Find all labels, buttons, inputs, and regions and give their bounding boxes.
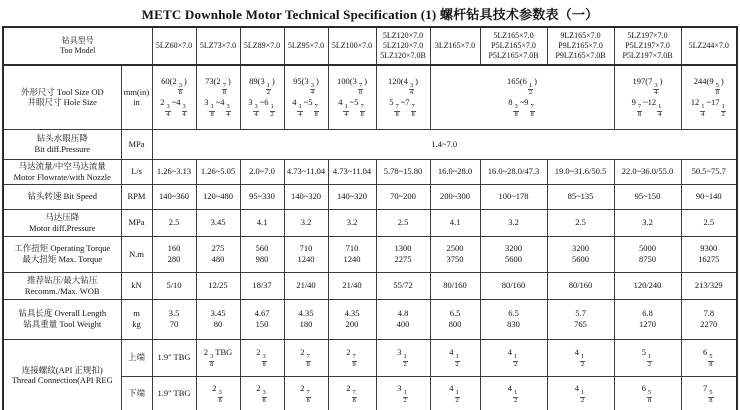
cell-torque-1: 275 480 <box>196 236 240 272</box>
cell-torque-4: 710 1240 <box>328 236 376 272</box>
cell-motor-diff-pressure-3: 3.2 <box>284 209 328 236</box>
cell-thread-upper-4: 2 $\frac{7}{8}$ <box>328 339 376 376</box>
cell-torque-2: 560 980 <box>240 236 284 272</box>
cell-motor-diff-pressure-9: 3.2 <box>614 209 681 236</box>
fraction: $\frac{5}{8}$ <box>709 388 713 404</box>
cell-bit-speed-8: 85~135 <box>547 184 614 209</box>
cell-tool-size-od-1: 73(2 $\frac{7}{8}$ ) 3 $\frac{1}{8}$ ~4 $\frac{3}{4}$ <box>196 65 240 129</box>
cell-thread-upper-8: 4 $\frac{1}{2}$ <box>547 339 614 376</box>
fraction: $\frac{1}{2}$ <box>403 388 407 404</box>
fraction: $\frac{5}{8}$ <box>648 388 652 404</box>
fraction: $\frac{3}{4}$ <box>166 103 170 119</box>
model-header-4: 5LZ100×7.0 <box>328 27 376 65</box>
cell-wob-5: 55/72 <box>376 272 430 299</box>
cell-length-weight-2: 4.67 150 <box>240 299 284 339</box>
cell-torque-7: 3200 5600 <box>480 236 547 272</box>
cell-motor-diff-pressure-0: 2.5 <box>152 209 196 236</box>
cell-bit-speed-0: 140~360 <box>152 184 196 209</box>
fraction: $\frac{1}{2}$ <box>270 103 274 119</box>
row-label-model: 钻具型号 Too Model <box>3 27 152 65</box>
model-header-3: 5LZ95×7.0 <box>284 27 328 65</box>
cell-wob-3: 21/40 <box>284 272 328 299</box>
fraction: $\frac{3}{8}$ <box>262 352 266 368</box>
cell-length-weight-9: 6.8 1270 <box>614 299 681 339</box>
model-header-1: 5LZ73×7.0 <box>196 27 240 65</box>
row-bit-diff-pressure <box>3 129 737 159</box>
cell-thread-upper-0: 1.9" TBG <box>152 339 196 376</box>
cell-bit-speed-3: 140~320 <box>284 184 328 209</box>
cell-thread-upper-10: 6 $\frac{5}{8}$ <box>681 339 737 376</box>
cell-thread-lower-1: 2 $\frac{3}{8}$ <box>196 376 240 410</box>
cell-thread-lower-3: 2 $\frac{7}{8}$ <box>284 376 328 410</box>
cell-thread-lower-7: 4 $\frac{1}{2}$ <box>480 376 547 410</box>
cell-wob-9: 120/240 <box>614 272 681 299</box>
row-wob <box>3 272 737 299</box>
cell-motor-diff-pressure-7: 3.2 <box>480 209 547 236</box>
cell-torque-10: 9300 16275 <box>681 236 737 272</box>
cell-tool-size-od-3: 95(3 $\frac{3}{4}$ ) 4 $\frac{1}{4}$ ~5 $\frac{7}{8}$ <box>284 65 328 129</box>
cell-motor-flowrate-9: 22.0~36.0/55.0 <box>614 159 681 184</box>
fraction: $\frac{1}{2}$ <box>455 352 459 368</box>
fraction: $\frac{3}{4}$ <box>182 103 186 119</box>
cell-wob-10: 213/329 <box>681 272 737 299</box>
fraction: $\frac{1}{2}$ <box>648 352 652 368</box>
cell-length-weight-5: 4.8 400 <box>376 299 430 339</box>
cell-motor-diff-pressure-4: 3.2 <box>328 209 376 236</box>
cell-bit-speed-10: 90~140 <box>681 184 737 209</box>
page-title: METC Downhole Motor Technical Specification (1) 螺杆钻具技术参数表（一） <box>141 7 599 22</box>
fraction: $\frac{7}{8}$ <box>395 103 399 119</box>
row-unit-thread-lower: 下端 <box>121 376 152 410</box>
cell-motor-flowrate-1: 1.26~5.05 <box>196 159 240 184</box>
cell-wob-1: 12/25 <box>196 272 240 299</box>
cell-tool-size-od-6: 165(6 $\frac{1}{2}$ ) 8 $\frac{3}{8}$ ~9 $\frac{7}{8}$ <box>430 65 614 129</box>
cell-thread-lower-0: 1.9" TBG <box>152 376 196 410</box>
cell-motor-flowrate-4: 4.73~11.04 <box>328 159 376 184</box>
model-header-10: 5LZ244×7.0 <box>681 27 737 65</box>
fraction: $\frac{1}{2}$ <box>721 103 725 119</box>
row-label-bit-diff-pressure: 钻头水眼压降 Bit diff.Pressure <box>3 129 121 159</box>
cell-torque-0: 160 280 <box>152 236 196 272</box>
cell-thread-upper-9: 5 $\frac{1}{2}$ <box>614 339 681 376</box>
cell-thread-upper-3: 2 $\frac{7}{8}$ <box>284 339 328 376</box>
fraction: $\frac{3}{4}$ <box>409 81 414 97</box>
row-tool-size-od <box>3 65 737 129</box>
row-unit-length-weight: m kg <box>121 299 152 339</box>
row-label-length-weight: 钻具长度 Overall Length 钻具重量 Tool Weight <box>3 299 121 339</box>
row-label-wob: 推荐钻压/最大钻压 Recomm./Max. WOB <box>3 272 121 299</box>
row-unit-motor-diff-pressure: MPa <box>121 209 152 236</box>
cell-thread-upper-2: 2 $\frac{3}{8}$ <box>240 339 284 376</box>
cell-tool-size-od-0: 60(2 $\frac{3}{8}$ ) 2 $\frac{3}{4}$ ~4 $\frac{3}{4}$ <box>152 65 196 129</box>
cell-torque-5: 1300 2275 <box>376 236 430 272</box>
row-length-weight <box>3 299 737 339</box>
cell-thread-lower-8: 4 $\frac{1}{2}$ <box>547 376 614 410</box>
cell-motor-flowrate-7: 16.0~28.0/47.3 <box>480 159 547 184</box>
fraction: $\frac{1}{2}$ <box>581 388 585 404</box>
spec-table-body <box>3 27 737 410</box>
cell-bit-speed-9: 95~150 <box>614 184 681 209</box>
cell-motor-flowrate-5: 5.78~15.80 <box>376 159 430 184</box>
cell-length-weight-1: 3.45 80 <box>196 299 240 339</box>
fraction: $\frac{5}{8}$ <box>715 81 719 97</box>
fraction: $\frac{7}{8}$ <box>411 103 415 119</box>
row-label-motor-diff-pressure: 马达压降 Motor diff.Pressure <box>3 209 121 236</box>
cell-tool-size-od-5: 120(4 $\frac{3}{4}$ ) 5 $\frac{7}{8}$ ~7 $\frac{7}{8}$ <box>376 65 430 129</box>
model-header-6: 3LZ165×7.0 <box>430 27 480 65</box>
fraction: $\frac{7}{8}$ <box>530 103 534 119</box>
row-model-header <box>3 27 737 65</box>
row-unit-tool-size-od: mm(in) in <box>121 65 152 129</box>
cell-thread-lower-9: 6 $\frac{5}{8}$ <box>614 376 681 410</box>
fraction: $\frac{5}{8}$ <box>709 352 713 368</box>
fraction: $\frac{7}{8}$ <box>222 81 226 97</box>
cell-motor-flowrate-10: 50.5~75.7 <box>681 159 737 184</box>
cell-thread-lower-2: 2 $\frac{3}{8}$ <box>240 376 284 410</box>
cell-thread-upper-6: 4 $\frac{1}{2}$ <box>430 339 480 376</box>
row-unit-bit-speed: RPM <box>121 184 152 209</box>
cell-thread-lower-4: 2 $\frac{7}{8}$ <box>328 376 376 410</box>
row-bit-speed <box>3 184 737 209</box>
cell-length-weight-0: 3.5 70 <box>152 299 196 339</box>
fraction: $\frac{1}{2}$ <box>403 352 407 368</box>
row-unit-motor-flowrate: L/s <box>121 159 152 184</box>
cell-wob-2: 18/37 <box>240 272 284 299</box>
fraction: $\frac{1}{8}$ <box>210 103 214 119</box>
model-header-0: 5LZ60×7.0 <box>152 27 196 65</box>
fraction: $\frac{3}{4}$ <box>254 103 258 119</box>
cell-motor-diff-pressure-8: 2.5 <box>547 209 614 236</box>
cell-motor-flowrate-6: 16.0~28.0 <box>430 159 480 184</box>
cell-length-weight-3: 4.35 180 <box>284 299 328 339</box>
cell-bit-speed-6: 200~300 <box>430 184 480 209</box>
cell-thread-upper-1: 2 $\frac{3}{8}$ TBG <box>196 339 240 376</box>
fraction: $\frac{7}{8}$ <box>360 103 364 119</box>
model-header-9: 5LZ197×7.0 P5LZ197×7.0 P5LZ197×7.0B <box>614 27 681 65</box>
cell-motor-flowrate-2: 2.0~7.0 <box>240 159 284 184</box>
fraction: $\frac{1}{4}$ <box>658 103 662 119</box>
cell-motor-diff-pressure-1: 3.45 <box>196 209 240 236</box>
fraction: $\frac{3}{8}$ <box>262 388 266 404</box>
cell-bit-speed-7: 100~178 <box>480 184 547 209</box>
cell-bit-speed-4: 140~320 <box>328 184 376 209</box>
fraction: $\frac{1}{2}$ <box>581 352 585 368</box>
fraction: $\frac{3}{4}$ <box>226 103 230 119</box>
fraction: $\frac{1}{2}$ <box>455 388 459 404</box>
cell-bit-speed-2: 95~330 <box>240 184 284 209</box>
fraction: $\frac{1}{2}$ <box>514 352 518 368</box>
fraction: $\frac{7}{8}$ <box>352 388 356 404</box>
cell-motor-diff-pressure-2: 4.1 <box>240 209 284 236</box>
cell-thread-lower-10: 7 $\frac{5}{8}$ <box>681 376 737 410</box>
fraction: $\frac{3}{4}$ <box>654 81 658 97</box>
row-label-thread-upper: 连接螺纹(API 正规扣) Thread Connection(API REG <box>3 339 121 410</box>
cell-bit-diff-pressure-0: 1.4~7.0 <box>152 129 737 159</box>
row-torque <box>3 236 737 272</box>
fraction: $\frac{3}{4}$ <box>310 81 314 97</box>
fraction: $\frac{3}{8}$ <box>514 103 518 119</box>
cell-tool-size-od-4: 100(3 $\frac{7}{8}$ ) 4 $\frac{1}{4}$ ~5 $\frac{7}{8}$ <box>328 65 376 129</box>
cell-torque-3: 710 1240 <box>284 236 328 272</box>
cell-wob-0: 5/10 <box>152 272 196 299</box>
cell-motor-diff-pressure-10: 2.5 <box>681 209 737 236</box>
row-unit-bit-diff-pressure: MPa <box>121 129 152 159</box>
cell-wob-4: 21/40 <box>328 272 376 299</box>
fraction: $\frac{7}{8}$ <box>358 81 363 97</box>
spec-table <box>2 26 738 410</box>
fraction: $\frac{3}{8}$ <box>210 352 214 368</box>
cell-length-weight-7: 6.5 830 <box>480 299 547 339</box>
row-motor-flowrate <box>3 159 737 184</box>
cell-motor-flowrate-0: 1.26~3.13 <box>152 159 196 184</box>
cell-tool-size-od-7: 197(7 $\frac{3}{4}$ ) 9 $\frac{7}{8}$ ~12 $\frac{1}{4}$ <box>614 65 681 129</box>
row-unit-wob: kN <box>121 272 152 299</box>
cell-length-weight-6: 6.5 800 <box>430 299 480 339</box>
cell-wob-7: 80/160 <box>480 272 547 299</box>
row-unit-torque: N.m <box>121 236 152 272</box>
row-unit-thread-upper: 上端 <box>121 339 152 376</box>
fraction: $\frac{7}{8}$ <box>314 103 318 119</box>
fraction: $\frac{1}{4}$ <box>344 103 348 119</box>
cell-thread-upper-5: 3 $\frac{1}{2}$ <box>376 339 430 376</box>
model-header-5: 5LZ120×7.0 5LZ120×7.0 5LZ120×7.0B <box>376 27 430 65</box>
model-header-8: 9LZ165×7.0 P9LZ165×7.0 P9LZ165×7.0B <box>547 27 614 65</box>
fraction: $\frac{7}{8}$ <box>352 352 356 368</box>
cell-motor-diff-pressure-6: 4.1 <box>430 209 480 236</box>
row-thread-upper <box>3 339 737 376</box>
row-label-torque: 工作扭矩 Operating Torque 最大扭矩 Max. Torque <box>3 236 121 272</box>
cell-torque-6: 2500 3750 <box>430 236 480 272</box>
cell-torque-9: 5000 8750 <box>614 236 681 272</box>
cell-motor-flowrate-8: 19.0~31.6/50.5 <box>547 159 614 184</box>
cell-wob-6: 80/160 <box>430 272 480 299</box>
row-motor-diff-pressure <box>3 209 737 236</box>
cell-length-weight-8: 5.7 765 <box>547 299 614 339</box>
fraction: $\frac{1}{4}$ <box>701 103 705 119</box>
model-header-7: 5LZ165×7.0 P5LZ165×7.0 P5LZ165×7.0B <box>480 27 547 65</box>
cell-motor-diff-pressure-5: 2.5 <box>376 209 430 236</box>
fraction: $\frac{1}{4}$ <box>298 103 302 119</box>
fraction: $\frac{7}{8}$ <box>637 103 642 119</box>
cell-thread-upper-7: 4 $\frac{1}{2}$ <box>480 339 547 376</box>
row-label-motor-flowrate: 马达流量/中空马达流量 Motor Flowrate/with Nozzle <box>3 159 121 184</box>
fraction: $\frac{7}{8}$ <box>306 388 310 404</box>
fraction: $\frac{3}{8}$ <box>218 388 222 404</box>
row-label-bit-speed: 钻头转速 Bit Speed <box>3 184 121 209</box>
cell-length-weight-4: 4.35 200 <box>328 299 376 339</box>
cell-bit-speed-1: 120~480 <box>196 184 240 209</box>
cell-wob-8: 80/160 <box>547 272 614 299</box>
fraction: $\frac{1}{2}$ <box>528 81 533 97</box>
fraction: $\frac{7}{8}$ <box>306 352 310 368</box>
cell-motor-flowrate-3: 4.73~11.04 <box>284 159 328 184</box>
cell-tool-size-od-8: 244(9 $\frac{5}{8}$ ) 12 $\frac{1}{4}$ ~17 $\frac{1}{2}$ <box>681 65 737 129</box>
cell-tool-size-od-2: 89(3 $\frac{1}{2}$ ) 3 $\frac{3}{4}$ ~6 $\frac{1}{2}$ <box>240 65 284 129</box>
fraction: $\frac{1}{2}$ <box>266 81 270 97</box>
fraction: $\frac{3}{8}$ <box>178 81 182 97</box>
cell-torque-8: 3200 5600 <box>547 236 614 272</box>
fraction: $\frac{1}{2}$ <box>514 388 518 404</box>
cell-length-weight-10: 7.8 2270 <box>681 299 737 339</box>
model-header-2: 5LZ89×7.0 <box>240 27 284 65</box>
cell-bit-speed-5: 70~200 <box>376 184 430 209</box>
cell-thread-lower-5: 3 $\frac{1}{2}$ <box>376 376 430 410</box>
row-label-tool-size-od: 外形尺寸 Tool Size OD 井眼尺寸 Hole Size <box>3 65 121 129</box>
cell-thread-lower-6: 4 $\frac{1}{2}$ <box>430 376 480 410</box>
